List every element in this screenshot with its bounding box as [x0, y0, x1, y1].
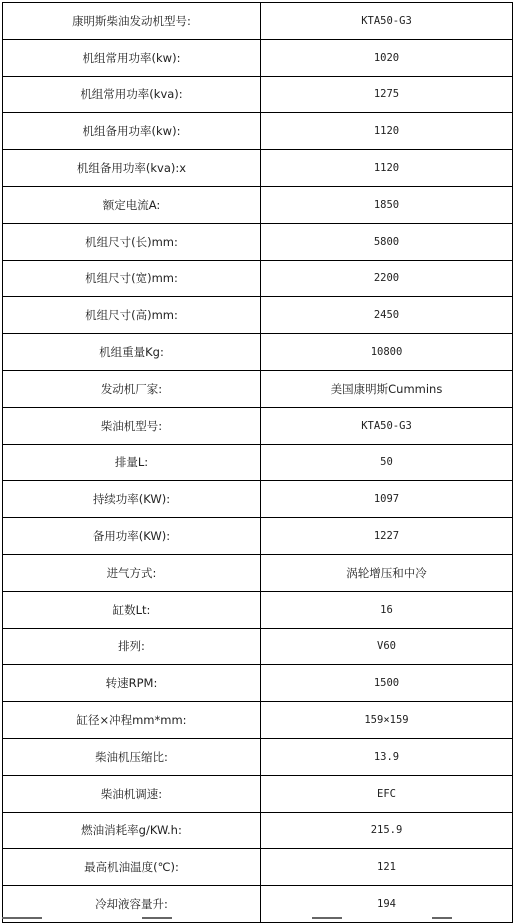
spec-value: 13.9 [261, 738, 513, 775]
spec-table-body [3, 3, 513, 923]
table-row [3, 738, 513, 775]
spec-value: 194 [261, 886, 513, 923]
table-row [3, 554, 513, 591]
table-row [3, 334, 513, 371]
spec-value: 1020 [261, 39, 513, 76]
spec-value: 50 [261, 444, 513, 481]
spec-label: 康明斯柴油发动机型号: [3, 3, 261, 40]
spec-value: KTA50-G3 [261, 3, 513, 40]
spec-value: 1097 [261, 481, 513, 518]
table-row [3, 518, 513, 555]
spec-label: 机组常用功率(kw): [3, 39, 261, 76]
spec-value: 121 [261, 849, 513, 886]
cut-off-next-row [0, 917, 517, 923]
table-row [3, 775, 513, 812]
table-row [3, 260, 513, 297]
table-row [3, 628, 513, 665]
spec-value: 16 [261, 591, 513, 628]
spec-label: 缸径×冲程mm*mm: [3, 702, 261, 739]
spec-label: 机组尺寸(长)mm: [3, 223, 261, 260]
table-row [3, 812, 513, 849]
spec-value: 1500 [261, 665, 513, 702]
spec-value: 1275 [261, 76, 513, 113]
spec-value: 1120 [261, 150, 513, 187]
spec-value: V60 [261, 628, 513, 665]
spec-label: 燃油消耗率g/KW.h: [3, 812, 261, 849]
spec-value: KTA50-G3 [261, 407, 513, 444]
spec-label: 冷却液容量升: [3, 886, 261, 923]
table-row [3, 407, 513, 444]
spec-value: 159×159 [261, 702, 513, 739]
spec-value: 美国康明斯Cummins [261, 370, 513, 407]
table-row [3, 370, 513, 407]
spec-value: 2450 [261, 297, 513, 334]
spec-label: 进气方式: [3, 554, 261, 591]
spec-value: 1120 [261, 113, 513, 150]
spec-value: 10800 [261, 334, 513, 371]
spec-label: 机组尺寸(高)mm: [3, 297, 261, 334]
spec-label: 机组尺寸(宽)mm: [3, 260, 261, 297]
spec-label: 缸数Lt: [3, 591, 261, 628]
spec-label: 柴油机调速: [3, 775, 261, 812]
spec-label: 额定电流A: [3, 186, 261, 223]
table-row [3, 186, 513, 223]
spec-value: 215.9 [261, 812, 513, 849]
table-row [3, 223, 513, 260]
spec-label: 机组常用功率(kva): [3, 76, 261, 113]
spec-label: 发动机厂家: [3, 370, 261, 407]
spec-label: 排列: [3, 628, 261, 665]
spec-label: 机组备用功率(kva):x [3, 150, 261, 187]
spec-label: 柴油机压缩比: [3, 738, 261, 775]
spec-label: 机组备用功率(kw): [3, 113, 261, 150]
table-row [3, 481, 513, 518]
spec-value: 涡轮增压和中冷 [261, 554, 513, 591]
spec-label: 机组重量Kg: [3, 334, 261, 371]
spec-label: 备用功率(KW): [3, 518, 261, 555]
spec-label: 排量L: [3, 444, 261, 481]
table-row [3, 3, 513, 40]
spec-value: 1227 [261, 518, 513, 555]
table-row [3, 297, 513, 334]
table-row [3, 849, 513, 886]
table-row [3, 591, 513, 628]
spec-value: 2200 [261, 260, 513, 297]
spec-label: 最高机油温度(℃): [3, 849, 261, 886]
spec-table [2, 2, 513, 923]
spec-value: 1850 [261, 186, 513, 223]
table-row [3, 76, 513, 113]
spec-value: 5800 [261, 223, 513, 260]
table-row [3, 665, 513, 702]
spec-label: 转速RPM: [3, 665, 261, 702]
spec-label: 持续功率(KW): [3, 481, 261, 518]
table-row [3, 702, 513, 739]
spec-value: EFC [261, 775, 513, 812]
table-row [3, 150, 513, 187]
table-row [3, 113, 513, 150]
table-row [3, 39, 513, 76]
spec-label: 柴油机型号: [3, 407, 261, 444]
table-row [3, 444, 513, 481]
